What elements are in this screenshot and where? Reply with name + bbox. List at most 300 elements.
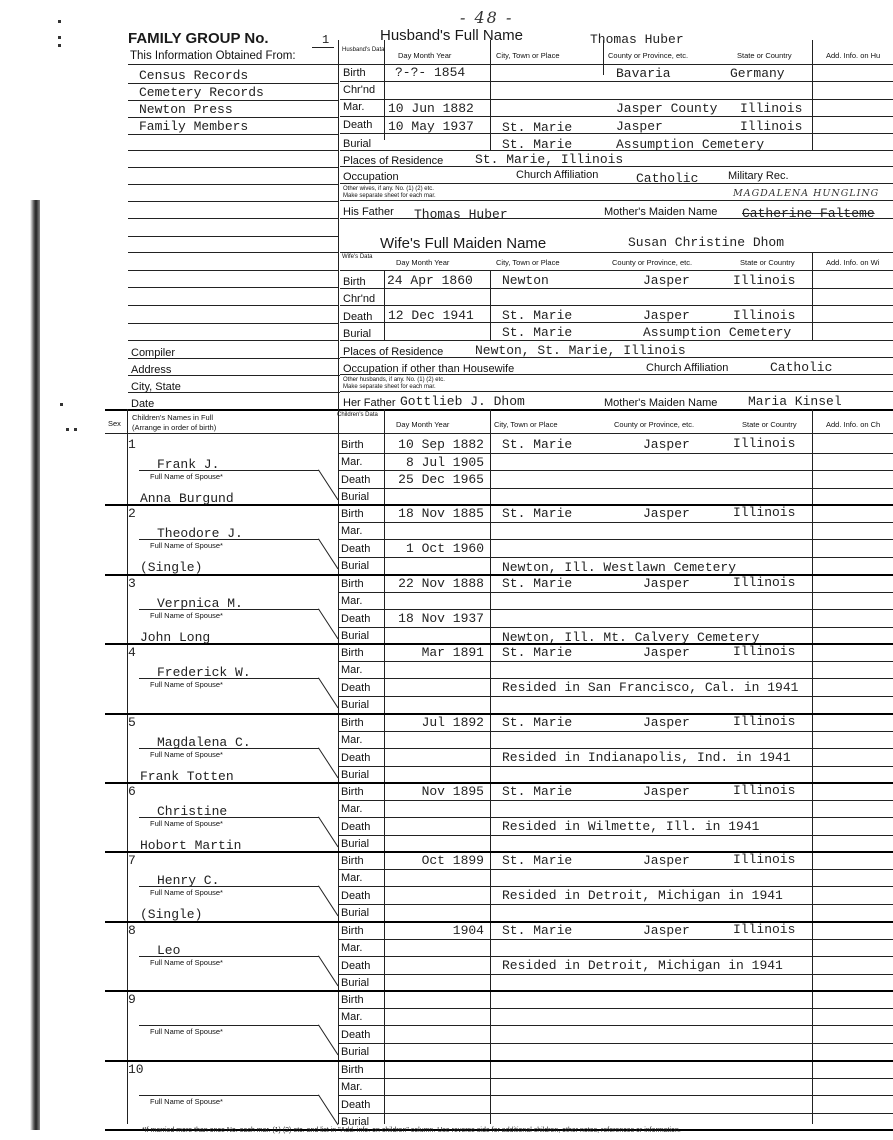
spouse-label: Full Name of Spouse*	[150, 1027, 223, 1037]
city-state-label: City, State	[131, 381, 181, 393]
rule-line	[338, 956, 893, 957]
rule-line	[338, 1043, 893, 1044]
rule-line	[338, 592, 893, 593]
child-spouse: (Single)	[140, 907, 203, 923]
child-spouse: Anna Burgund	[140, 491, 234, 506]
wife-death-date: 12 Dec 1941	[388, 308, 474, 323]
child-name: Magdalena C.	[157, 734, 251, 750]
child-birth-label: Birth	[341, 439, 364, 451]
child-birth-county: Jasper	[643, 506, 690, 522]
child-birth-label: Birth	[341, 924, 364, 937]
child-death-label: Death	[341, 821, 371, 833]
rule-line	[105, 990, 893, 992]
rule-line	[338, 766, 893, 767]
child-burial-label: Burial	[341, 629, 370, 642]
spouse-divider	[318, 608, 338, 639]
husband-mar-label: Mar.	[343, 101, 365, 113]
rule-line	[340, 99, 893, 100]
spouse-label: Full Name of Spouse*	[150, 957, 223, 967]
child-birth-label: Birth	[341, 786, 364, 798]
child-birth-state: Illinois	[733, 713, 796, 729]
children-county-header: County or Province, etc.	[614, 420, 695, 429]
child-spouse: John Long	[140, 629, 211, 645]
child-mar-label: Mar.	[341, 803, 363, 815]
info-from-label: This Information Obtained From:	[130, 50, 296, 62]
binding-edge	[0, 0, 48, 1140]
rule-line	[338, 835, 893, 836]
child-birth-label: Birth	[341, 1063, 364, 1076]
child-name: Henry C.	[157, 873, 220, 889]
child-birth-city: St. Marie	[502, 645, 573, 661]
wife-birth-state: Illinois	[733, 273, 796, 288]
child-death-label: Death	[341, 474, 371, 486]
husband-dmy-header: Day Month Year	[398, 51, 452, 60]
child-birth-county: Jasper	[643, 922, 690, 938]
husband-death-county: Jasper	[616, 119, 663, 134]
husband-church: Catholic	[636, 171, 699, 186]
rule-line	[338, 557, 893, 558]
children-dmy-header: Day Month Year	[396, 420, 450, 429]
spouse-label: Full Name of Spouse*	[150, 610, 223, 620]
binding-shadow	[30, 200, 40, 1130]
child-birth-date: Oct 1899	[421, 853, 484, 869]
child-death-label: Death	[341, 890, 371, 903]
source-item: Family Members	[139, 119, 249, 134]
child-birth-date: 22 Nov 1888	[398, 575, 484, 591]
rule-line	[105, 1060, 893, 1062]
column-line	[490, 40, 491, 150]
rule-line	[105, 409, 893, 411]
spouse-label: Full Name of Spouse*	[150, 680, 223, 690]
child-birth-county: Jasper	[643, 645, 690, 661]
child-birth-state: Illinois	[733, 574, 796, 590]
husband-birth-state: Germany	[730, 66, 785, 81]
husband-burial-city: St. Marie	[502, 137, 573, 152]
wife-birth-city: Newton	[502, 273, 549, 288]
rule-line	[340, 252, 893, 253]
child-birth-county: Jasper	[643, 784, 690, 799]
rule-line	[338, 974, 893, 975]
child-birth-county: Jasper	[643, 575, 690, 591]
children-addinfo-header: Add. Info. on Ch	[826, 420, 881, 429]
child-birth-county: Jasper	[643, 437, 690, 452]
child-number: 2	[128, 506, 136, 522]
child-death-date: 25 Dec 1965	[398, 472, 484, 487]
child-name: Christine	[157, 804, 228, 819]
rule-line	[128, 117, 338, 118]
rule-line	[128, 323, 338, 324]
child-birth-state: Illinois	[733, 436, 796, 451]
child-birth-date: Jul 1892	[421, 714, 484, 730]
child-burial-label: Burial	[341, 699, 370, 712]
child-birth-label: Birth	[341, 647, 364, 660]
husband-military-label: Military Rec.	[728, 170, 789, 182]
rule-line	[340, 183, 893, 184]
rule-line	[128, 150, 338, 151]
child-name: Frederick W.	[157, 665, 251, 681]
child-mar-date: 8 Jul 1905	[405, 455, 484, 470]
child-mar-label: Mar.	[341, 872, 363, 885]
rule-line	[338, 1095, 893, 1096]
child-death-label: Death	[341, 959, 371, 972]
husband-other-wives-label2: Make separate sheet for each mar.	[343, 193, 436, 199]
wife-other-husbands-label: Other husbands, if any. No. (1) (2) etc.	[343, 377, 445, 383]
child-birth-label: Birth	[341, 508, 364, 521]
child-spouse: Hobort Martin	[140, 838, 242, 853]
husband-father: Thomas Huber	[414, 207, 508, 222]
rule-line	[128, 305, 338, 306]
child-number: 10	[128, 1061, 144, 1077]
child-birth-city: St. Marie	[502, 853, 573, 869]
child-name: Verpnica M.	[157, 595, 243, 611]
rule-line	[128, 201, 338, 202]
rule-line	[338, 678, 893, 679]
child-note: Resided in Detroit, Michigan in 1941	[502, 888, 783, 904]
husband-mother-label: Mother's Maiden Name	[604, 206, 718, 218]
child-mar-label: Mar.	[341, 456, 363, 468]
husband-church-label: Church Affiliation	[516, 169, 599, 181]
rule-line	[340, 305, 893, 306]
rule-line	[139, 1095, 319, 1096]
child-number: 1	[128, 437, 136, 452]
rule-line	[128, 167, 338, 168]
husband-death-state: Illinois	[740, 119, 803, 134]
spouse-divider	[318, 678, 338, 709]
child-death-label: Death	[341, 682, 371, 695]
child-death-label: Death	[341, 1098, 371, 1111]
husband-other-wives-label: Other wives, if any. No. (1) (2) etc.	[343, 186, 434, 192]
margin-mark	[58, 20, 61, 23]
form-number: 1	[322, 33, 330, 47]
compiler-label: Compiler	[131, 347, 176, 359]
rule-line	[340, 340, 893, 341]
wife-addinfo-header: Add. Info. on Wi	[826, 258, 880, 267]
child-birth-label: Birth	[341, 855, 364, 868]
child-mar-label: Mar.	[341, 1080, 363, 1093]
margin-mark	[74, 428, 77, 431]
children-city-header: City, Town or Place	[494, 420, 558, 429]
wife-death-city: St. Marie	[502, 308, 573, 323]
child-burial-label: Burial	[341, 907, 370, 920]
child-mar-label: Mar.	[341, 664, 363, 677]
date-label: Date	[131, 398, 155, 410]
child-birth-city: St. Marie	[502, 437, 573, 452]
child-note: Resided in Wilmette, Ill. in 1941	[502, 819, 760, 834]
child-birth-label: Birth	[341, 994, 364, 1007]
child-number: 5	[128, 714, 136, 730]
child-burial-label: Burial	[341, 976, 370, 989]
column-line	[603, 40, 604, 75]
rule-line	[128, 218, 338, 219]
spouse-divider	[318, 886, 338, 917]
child-note: Resided in Indianapolis, Ind. in 1941	[502, 749, 791, 765]
children-names-header: Children's Names in Full	[132, 413, 214, 422]
child-burial-label: Burial	[341, 1115, 370, 1128]
rule-line	[338, 470, 893, 471]
source-item: Newton Press	[139, 102, 233, 117]
wife-father-label: Her Father	[343, 397, 396, 409]
wife-chr-label: Chr'nd	[343, 293, 376, 305]
wife-birth-label: Birth	[343, 276, 366, 288]
child-note: Newton, Ill. Westlawn Cemetery	[502, 560, 737, 576]
husband-burial-place: Assumption Cemetery	[616, 137, 765, 152]
child-number: 3	[128, 575, 136, 591]
child-birth-state: Illinois	[733, 505, 796, 521]
rule-line	[338, 939, 893, 940]
margin-mark	[58, 36, 61, 39]
footnote: *If married more than once No. each mar. (1) (2) etc. and list in "Add. info. on children" column. Use reverse side for additional children, other notes, references or information.	[142, 1127, 681, 1134]
wife-city-header: City, Town or Place	[496, 258, 560, 267]
column-line	[812, 252, 813, 340]
rule-line	[128, 252, 338, 253]
child-death-label: Death	[341, 1029, 371, 1042]
husband-state-header: State or Country	[737, 51, 792, 60]
child-birth-date: 18 Nov 1885	[398, 506, 484, 522]
child-birth-city: St. Marie	[502, 575, 573, 591]
husband-death-label: Death	[343, 119, 373, 131]
rule-line	[340, 391, 893, 392]
child-birth-date: 10 Sep 1882	[398, 437, 484, 452]
rule-line	[338, 869, 893, 870]
rule-line	[338, 1025, 893, 1026]
children-state-header: State or Country	[742, 420, 797, 429]
child-birth-state: Illinois	[733, 921, 796, 937]
child-mar-label: Mar.	[341, 1011, 363, 1024]
wife-death-state: Illinois	[733, 308, 796, 323]
husband-mother: Catherine Falteme	[742, 206, 875, 221]
child-birth-state: Illinois	[733, 644, 796, 660]
rule-line	[128, 100, 338, 101]
child-note: Newton, Ill. Mt. Calvery Cemetery	[502, 629, 760, 645]
column-line	[812, 40, 813, 150]
spouse-label: Full Name of Spouse*	[150, 749, 223, 759]
husband-mar-county: Jasper County	[616, 101, 718, 116]
child-birth-city: St. Marie	[502, 784, 573, 799]
rule-line	[128, 270, 338, 271]
wife-birth-county: Jasper	[643, 273, 690, 288]
spouse-divider	[318, 747, 338, 778]
child-burial-label: Burial	[341, 1046, 370, 1059]
wife-mother-label: Mother's Maiden Name	[604, 397, 718, 409]
column-line	[338, 40, 339, 410]
child-mar-label: Mar.	[341, 594, 363, 607]
spouse-label: Full Name of Spouse*	[150, 888, 223, 898]
rule-line	[338, 886, 893, 887]
rule-line	[338, 1113, 893, 1114]
husband-addinfo-header: Add. Info. on Hu	[826, 51, 881, 60]
husband-mar-date: 10 Jun 1882	[388, 101, 474, 116]
rule-line	[128, 236, 338, 237]
rule-line	[128, 134, 338, 135]
child-birth-city: St. Marie	[502, 922, 573, 938]
source-item: Census Records	[139, 68, 249, 83]
margin-mark	[58, 44, 61, 47]
rule-line	[340, 200, 893, 201]
child-birth-state: Illinois	[733, 783, 796, 798]
husband-chr-label: Chr'nd	[343, 84, 376, 96]
rule-line	[338, 696, 893, 697]
child-burial-label: Burial	[341, 560, 370, 573]
child-number: 4	[128, 645, 136, 661]
wife-residence-label: Places of Residence	[343, 346, 444, 358]
child-death-label: Death	[341, 751, 371, 764]
child-burial-label: Burial	[341, 768, 370, 781]
column-line	[384, 40, 385, 140]
wife-name: Susan Christine Dhom	[628, 235, 785, 250]
spouse-label: Full Name of Spouse*	[150, 1096, 223, 1106]
husband-birth-label: Birth	[343, 67, 366, 79]
spouse-divider	[318, 955, 338, 986]
rule-line	[338, 731, 893, 732]
spouse-divider	[318, 816, 338, 847]
address-label: Address	[131, 364, 172, 376]
husband-death-city: St. Marie	[502, 120, 573, 135]
wife-other-husbands-label2: Make separate sheet for each mar.	[343, 384, 436, 390]
wife-state-header: State or Country	[740, 258, 795, 267]
husband-residence-label: Places of Residence	[343, 155, 444, 167]
child-birth-date: Nov 1895	[421, 784, 484, 799]
wife-birth-date: 24 Apr 1860	[387, 273, 473, 288]
rule-line	[128, 340, 338, 341]
rule-line	[338, 539, 893, 540]
child-number: 8	[128, 922, 136, 938]
wifes-data-label: Wife's Data	[342, 254, 373, 260]
spouse-divider	[318, 1025, 338, 1056]
husbands-data-label: Husband's Data	[342, 47, 385, 53]
child-number: 7	[128, 853, 136, 869]
wife-county-header: County or Province, etc.	[612, 258, 693, 267]
child-spouse: (Single)	[140, 560, 203, 576]
husband-city-header: City, Town or Place	[496, 51, 560, 60]
rule-line	[340, 270, 893, 271]
rule-line	[128, 184, 338, 185]
child-birth-label: Birth	[341, 716, 364, 729]
rule-line	[128, 287, 338, 288]
child-number: 6	[128, 784, 136, 799]
spouse-label: Full Name of Spouse*	[150, 472, 223, 481]
child-death-label: Death	[341, 612, 371, 625]
sex-header: Sex	[108, 419, 121, 428]
rule-line	[338, 522, 893, 523]
wife-residence: Newton, St. Marie, Illinois	[475, 343, 686, 358]
wife-church: Catholic	[770, 360, 833, 375]
child-death-date: 1 Oct 1960	[405, 541, 484, 557]
spouse-divider	[318, 539, 338, 570]
child-death-date: 18 Nov 1937	[398, 610, 484, 626]
wife-burial-city: St. Marie	[502, 325, 573, 340]
rule-line	[338, 800, 893, 801]
child-birth-date: Mar 1891	[421, 645, 484, 661]
rule-line	[340, 288, 893, 289]
page-number: - 48 -	[460, 8, 514, 27]
rule-line	[338, 817, 893, 818]
child-birth-county: Jasper	[643, 853, 690, 869]
rule-line	[338, 748, 893, 749]
husband-name: Thomas Huber	[590, 32, 684, 47]
wife-church-label: Church Affiliation	[646, 362, 729, 374]
child-birth-city: St. Marie	[502, 506, 573, 522]
wife-dmy-header: Day Month Year	[396, 258, 450, 267]
rule-line	[338, 1008, 893, 1009]
husband-birth-county: Bavaria	[616, 66, 671, 81]
spouse-divider	[318, 1094, 338, 1125]
rule-line	[340, 116, 893, 117]
child-number: 9	[128, 992, 136, 1008]
child-death-label: Death	[341, 543, 371, 556]
spouse-label: Full Name of Spouse*	[150, 541, 223, 551]
source-item: Cemetery Records	[139, 85, 264, 100]
wife-father: Gottlieb J. Dhom	[400, 394, 525, 409]
child-birth-date: 1904	[452, 922, 484, 938]
husband-name-label: Husband's Full Name	[380, 27, 523, 44]
rule-line	[340, 81, 893, 82]
form-title: FAMILY GROUP No.	[128, 30, 269, 47]
wife-name-label: Wife's Full Maiden Name	[380, 235, 547, 252]
child-name: Frank J.	[157, 457, 220, 472]
rule-line	[338, 1078, 893, 1079]
rule-line	[105, 433, 893, 434]
husband-birth-date: ?-?- 1854	[395, 65, 466, 80]
husband-father-label: His Father	[343, 206, 394, 218]
husband-mar-state: Illinois	[740, 101, 803, 116]
wife-occupation-label: Occupation if other than Housewife	[343, 363, 515, 375]
margin-mark	[66, 428, 69, 431]
child-burial-label: Burial	[341, 491, 370, 503]
childrens-data-label: Children's Data	[337, 412, 378, 418]
rule-line	[338, 609, 893, 610]
husband-occupation-label: Occupation	[343, 171, 399, 183]
child-note: Resided in San Francisco, Cal. in 1941	[502, 680, 799, 696]
rule-line	[338, 904, 893, 905]
column-line	[384, 270, 385, 340]
rule-line	[338, 661, 893, 662]
rule-line	[128, 83, 338, 84]
wife-death-label: Death	[343, 311, 373, 323]
wife-mother: Maria Kinsel	[748, 394, 842, 409]
children-arrange-header: (Arrange in order of birth)	[132, 423, 217, 432]
husband-county-header: County or Province, etc.	[608, 51, 689, 60]
child-mar-label: Mar.	[341, 941, 363, 954]
husband-death-date: 10 May 1937	[388, 119, 474, 134]
margin-mark	[60, 403, 63, 406]
child-mar-label: Mar.	[341, 525, 363, 538]
child-name: Theodore J.	[157, 526, 243, 542]
husband-burial-label: Burial	[343, 138, 372, 150]
child-burial-label: Burial	[341, 838, 370, 850]
wife-burial-label: Burial	[343, 328, 372, 340]
spouse-divider	[318, 469, 338, 500]
child-mar-label: Mar.	[341, 733, 363, 746]
copyright-sidenote	[86, 215, 106, 375]
child-spouse: Frank Totten	[140, 768, 234, 784]
spouse-label: Full Name of Spouse*	[150, 819, 223, 828]
wife-death-county: Jasper	[643, 308, 690, 323]
column-line	[490, 270, 491, 340]
rule-line	[338, 627, 893, 628]
child-birth-city: St. Marie	[502, 714, 573, 730]
rule-line	[338, 453, 893, 454]
child-name: Leo	[157, 942, 181, 958]
child-note: Resided in Detroit, Michigan in 1941	[502, 957, 783, 973]
rule-line	[338, 488, 893, 489]
husband-residence: St. Marie, Illinois	[475, 152, 624, 167]
child-birth-state: Illinois	[733, 852, 796, 868]
wife-burial-place: Assumption Cemetery	[643, 325, 792, 340]
rule-line	[139, 1025, 319, 1026]
child-birth-county: Jasper	[643, 714, 690, 730]
child-birth-label: Birth	[341, 577, 364, 590]
husband-other-wives-note: MAGDALENA HUNGLING	[733, 188, 880, 199]
